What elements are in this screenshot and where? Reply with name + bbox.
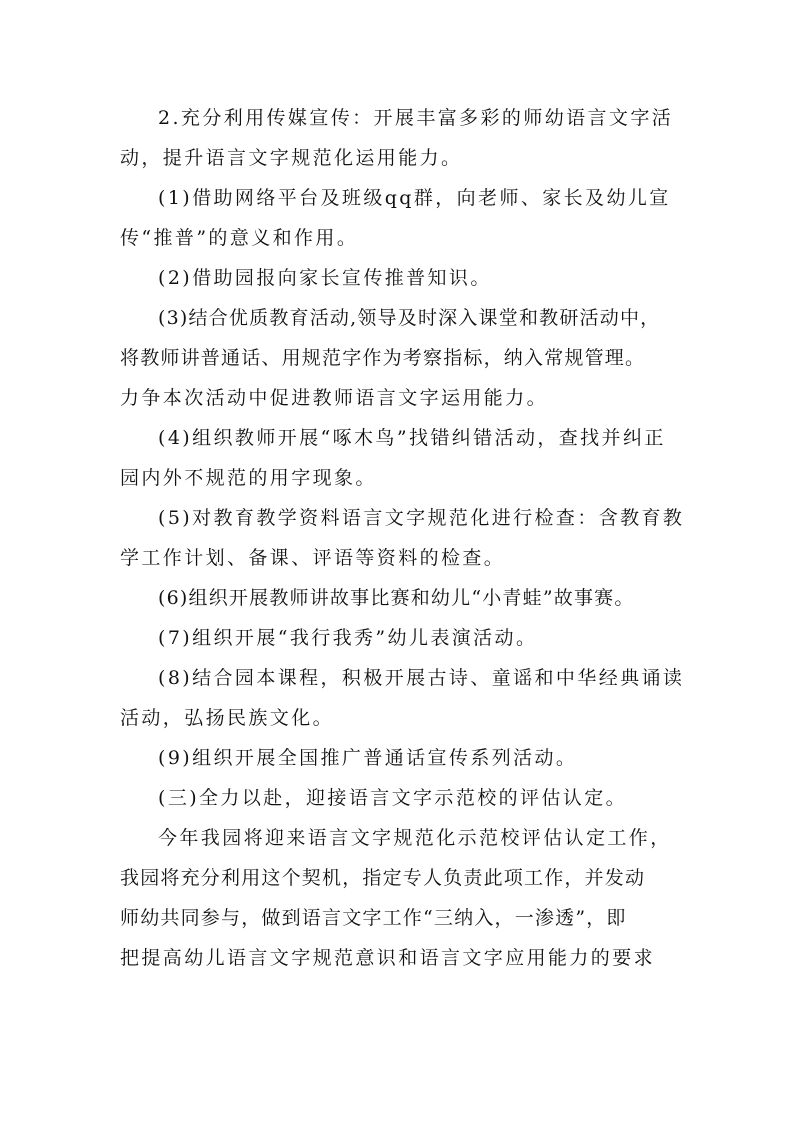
list-item-3: (3)结合优质教育活动,领导及时深入课堂和教研活动中， [158, 307, 661, 329]
list-item-5: (5)对教育教学资料语言文字规范化进行检查：含教育教 [158, 507, 685, 529]
paragraph-line: 今年我园将迎来语言文字规范化示范校评估认定工作， [158, 827, 672, 849]
paragraph-line: 把提高幼儿语言文字规范意识和语言文字应用能力的要求 [120, 947, 656, 969]
list-item-7: (7)组织开展“我行我秀”幼儿表演活动。 [158, 627, 538, 649]
paragraph-line: 师幼共同参与，做到语言文字工作“三纳入，一渗透”，即 [120, 907, 627, 929]
paragraph-line: 动，提升语言文字规范化运用能力。 [120, 147, 463, 169]
paragraph-line: 园内外不规范的用字现象。 [120, 467, 377, 489]
paragraph-line: 传“推普”的意义和作用。 [120, 227, 359, 249]
list-item-6: (6)组织开展教师讲故事比赛和幼儿“小青蛙”故事赛。 [158, 587, 635, 609]
list-item-2: (2)借助园报向家长宣传推普知识。 [158, 267, 492, 289]
list-item-4: (4)组织教师开展“啄木鸟”找错纠错活动，查找并纠正 [158, 427, 666, 449]
list-item-1: (1)借助网络平台及班级qq群，向老师、家长及幼儿宣 [158, 187, 671, 209]
paragraph-line: 活动，弘扬民族文化。 [120, 707, 335, 729]
document-body [120, 98, 685, 978]
section-heading-3: (三)全力以赴，迎接语言文字示范校的评估认定。 [158, 787, 628, 809]
section-heading-2: 2.充分利用传媒宣传：开展丰富多彩的师幼语言文字活 [158, 107, 674, 129]
list-item-8: (8)结合园本课程，积极开展古诗、童谣和中华经典诵读 [158, 667, 685, 689]
paragraph-line: 力争本次活动中促进教师语言文字运用能力。 [120, 387, 549, 409]
paragraph-line: 将教师讲普通话、用规范字作为考察指标，纳入常规管理。 [120, 347, 646, 369]
paragraph-line: 我园将充分利用这个契机，指定专人负责此项工作，并发动 [120, 867, 646, 889]
paragraph-line: 学工作计划、备课、评语等资料的检查。 [120, 547, 506, 569]
list-item-9: (9)组织开展全国推广普通话宣传系列活动。 [158, 747, 578, 769]
